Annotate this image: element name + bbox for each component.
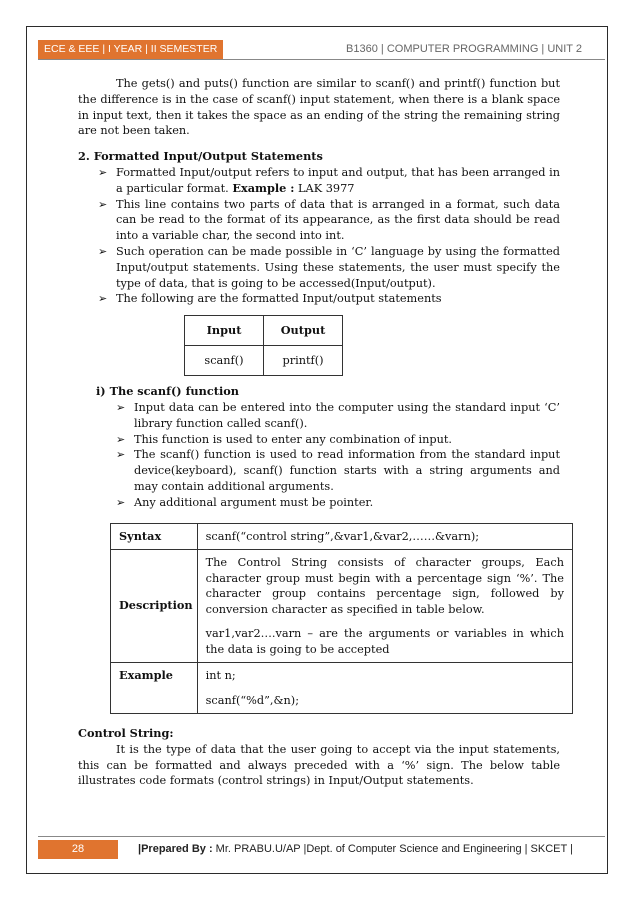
- list-item: ➢ The following are the formatted Input/output statements: [98, 292, 442, 306]
- description-paragraph: var1,var2….varn – are the arguments or variables in which the data is going to be accepted: [205, 627, 564, 656]
- description-label: Description: [111, 550, 198, 663]
- section-heading: 2. Formatted Input/Output Statements: [78, 149, 323, 164]
- arrow-bullet-icon: ➢: [116, 432, 126, 446]
- table-header-input: Input: [185, 316, 264, 346]
- formatted-io-list: [78, 165, 560, 307]
- subsection-heading: i) The scanf() function: [96, 384, 239, 399]
- io-functions-table: [184, 315, 343, 376]
- list-item: ➢ Such operation can be made possible in ‘C’ language by using the formatted Input/output statements. Using these statements, the user must specify the type of data, that is going to be accessed(Input/output).: [98, 244, 560, 290]
- header-course-title: B1360 | COMPUTER PROGRAMMING | UNIT 2: [346, 43, 582, 55]
- list-item: ➢ Input data can be entered into the computer using the standard input ‘C’ library function called scanf().: [116, 400, 560, 430]
- footer-credits: [138, 840, 573, 859]
- list-item: ➢ This line contains two parts of data that is arranged in a format, such data can be read to the format of its appearance, as the first data should be read into a variable char, the second into int.: [98, 197, 560, 243]
- prepared-label: |Prepared By :: [138, 843, 213, 855]
- arrow-bullet-icon: ➢: [98, 244, 108, 258]
- list-item: ➢ Formatted Input/output refers to input and output, that has been arranged in a particular format. Example : LAK 3977: [98, 165, 560, 195]
- control-string-heading: Control String:: [78, 726, 174, 741]
- example-row-value: [197, 663, 572, 714]
- scanf-syntax-table: [110, 523, 573, 715]
- table-cell-output: printf(): [264, 346, 343, 376]
- arrow-bullet-icon: ➢: [98, 292, 108, 306]
- page-content: [78, 76, 564, 789]
- control-string-paragraph: It is the type of data that the user going to accept via the input statements, this can be formatted and always preceded with a ‘%’ sign. The below table illustrates code formats (control strings) in Input/Output statements.: [78, 742, 560, 788]
- code-line: int n;: [205, 669, 236, 683]
- syntax-label: Syntax: [111, 523, 198, 550]
- list-item: ➢ This function is used to enter any combination of input.: [116, 432, 452, 446]
- arrow-bullet-icon: ➢: [116, 448, 126, 462]
- page-number: 28: [38, 840, 118, 859]
- header-divider: [38, 59, 605, 60]
- header-course-tag: ECE & EEE | I YEAR | II SEMESTER: [38, 40, 223, 59]
- description-paragraph: The Control String consists of character groups, Each character group must begin with a percentage sign ‘%’. The character group contains percentage sign, followed by conversion character as specified in table below.: [205, 556, 564, 616]
- example-label: Example :: [232, 180, 295, 195]
- scanf-list: [78, 400, 560, 511]
- table-header-output: Output: [264, 316, 343, 346]
- syntax-value: scanf(“control string”,&var1,&var2,……&varn);: [197, 523, 572, 550]
- list-item: ➢ Any additional argument must be pointer.: [116, 495, 374, 509]
- prepared-text: Mr. PRABU.U/AP |Dept. of Computer Science and Engineering | SKCET |: [215, 843, 573, 855]
- table-cell-input: scanf(): [185, 346, 264, 376]
- arrow-bullet-icon: ➢: [116, 400, 126, 414]
- description-value: [197, 550, 572, 663]
- list-item: ➢ The scanf() function is used to read information from the standard input device(keyboard), scanf() function starts with a string arguments and may contain additional arguments.: [116, 448, 560, 493]
- intro-paragraph: The gets() and puts() function are similar to scanf() and printf() function but the difference is in the case of scanf() input statement, when there is a blank space in input text, then it takes the space as an ending of the string the remaining string are not been taken.: [78, 77, 560, 138]
- arrow-bullet-icon: ➢: [98, 197, 108, 211]
- footer-divider: [38, 836, 605, 837]
- code-line: scanf(“%d”,&n);: [205, 693, 300, 707]
- example-row-label: Example: [111, 663, 198, 714]
- example-value: LAK 3977: [298, 181, 355, 195]
- arrow-bullet-icon: ➢: [116, 495, 126, 509]
- arrow-bullet-icon: ➢: [98, 165, 108, 179]
